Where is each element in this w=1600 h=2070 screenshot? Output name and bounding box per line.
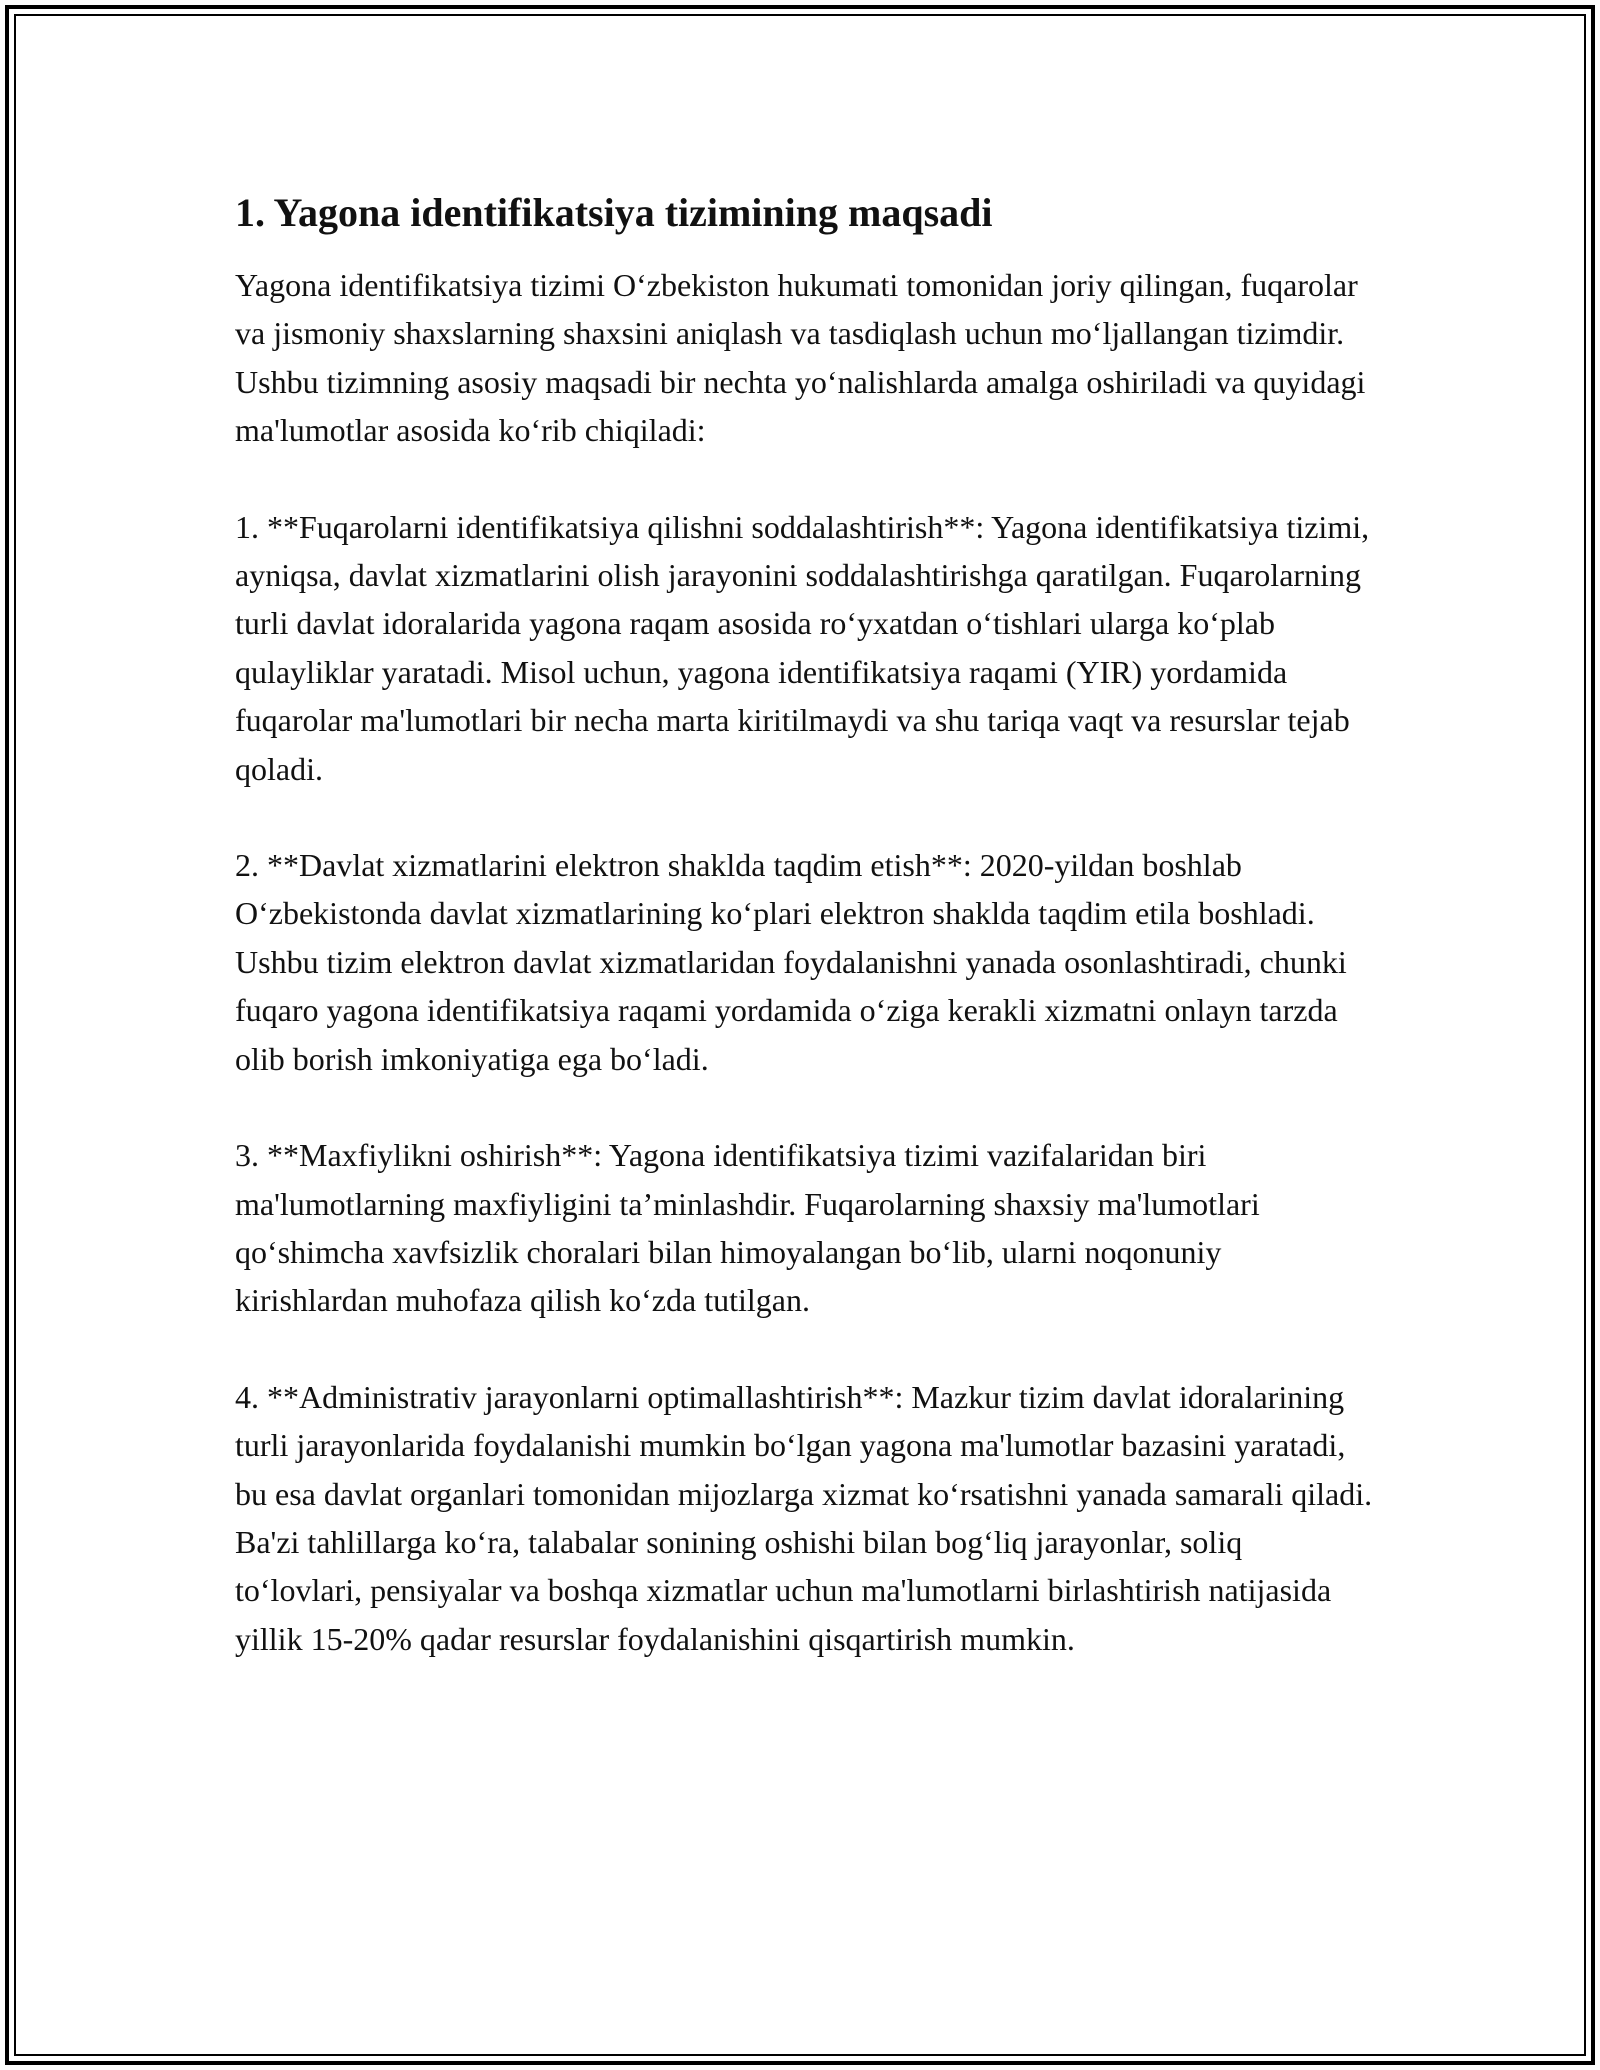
list-item-1: 1. **Fuqarolarni identifikatsiya qilishni soddalashtirish**: Yagona identifikatsiya tizimi, ayniqsa, davlat xizmatlarini olish jarayonini soddalashtirishga qaratilgan. Fuqarolarning turli davlat idoralarida yagona raqam asosida ro‘yxatdan o‘tishlari ularga ko‘plab qulayliklar yaratadi. Misol uchun, yagona identifikatsiya raqami (YIR) yordamida fuqarolar ma'lumotlari bir necha marta kiritilmaydi va shu tariqa vaqt va resurslar tejab qoladi. — [235, 508, 1370, 787]
document-body — [235, 185, 1375, 1711]
list-item-4: 4. **Administrativ jarayonlarni optimallashtirish**: Mazkur tizim davlat idoralarining turli jarayonlarida foydalanishi mumkin bo‘lgan yagona ma'lumotlar bazasini yaratadi, bu esa davlat organlari tomonidan mijozlarga xizmat ko‘rsatishni yanada samarali qiladi. Ba'zi tahlillarga ko‘ra, talabalar sonining oshishi bilan bog‘liq jarayonlar, soliq to‘lovlari, pensiyalar va boshqa xizmatlar uchun ma'lumotlarni birlashtirish natijasida yillik 15-20% qadar resurslar foydalanishini qisqartirish mumkin. — [235, 1378, 1373, 1657]
list-item-3: 3. **Maxfiylikni oshirish**: Yagona identifikatsiya tizimi vazifalaridan biri ma'lumotlarning maxfiyligini ta’minlashdir. Fuqarolarning shaxsiy ma'lumotlari qo‘shimcha xavfsizlik choralari bilan himoyalangan bo‘lib, ularni noqonuniy kirishlardan muhofaza qilish ko‘zda tutilgan. — [235, 1137, 1260, 1319]
intro-paragraph: Yagona identifikatsiya tizimi O‘zbekiston hukumati tomonidan joriy qilingan, fuqarolar va jismoniy shaxslarning shaxsini aniqlash va tasdiqlash uchun mo‘ljallangan tizimdir. Ushbu tizimning asosiy maqsadi bir nechta yo‘nalishlarda amalga oshiriladi va quyidagi ma'lumotlar asosida ko‘rib chiqiladi: — [235, 267, 1366, 449]
section-heading: 1. Yagona identifikatsiya tizimining maqsadi — [235, 190, 993, 235]
list-item-2: 2. **Davlat xizmatlarini elektron shaklda taqdim etish**: 2020-yildan boshlab O‘zbekistonda davlat xizmatlarining ko‘plari elektron shaklda taqdim etila boshladi. Ushbu tizim elektron davlat xizmatlaridan foydalanishni yanada osonlashtiradi, chunki fuqaro yagona identifikatsiya raqami yordamida o‘ziga kerakli xizmatni onlayn tarzda olib borish imkoniyatiga ega bo‘ladi. — [235, 847, 1347, 1077]
